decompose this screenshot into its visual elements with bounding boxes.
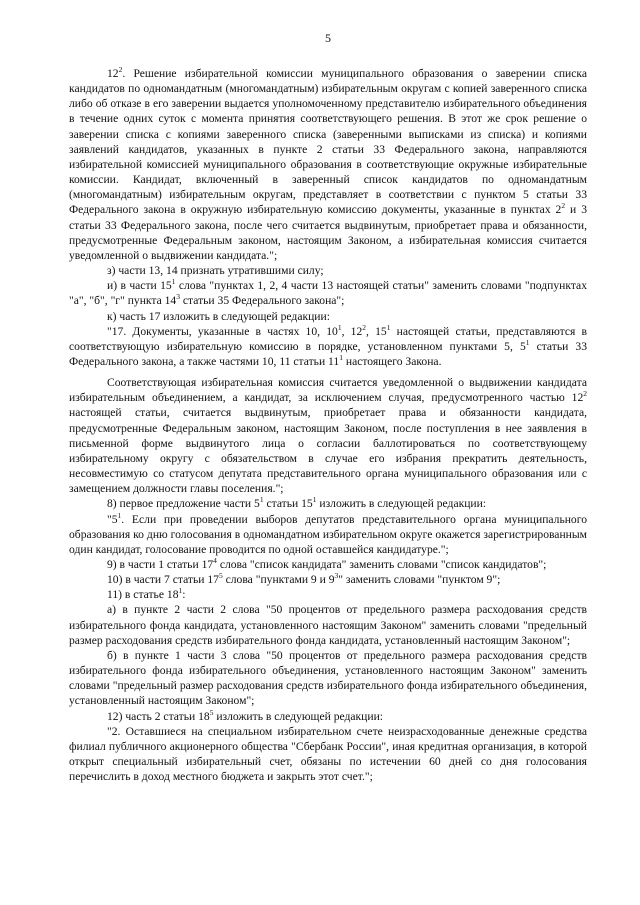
item-11: 11) в статье $18^1$: <box>107 586 186 602</box>
page-number: 5 <box>325 31 331 45</box>
part-17: "17. Документы, указанные в частях 10, $10^1$, $12^2$, $15^1$ настоящей статьи, представляются в соответствующую избирательную комиссию в порядке, установленном пунктами 5, $5^1$ статьи 33 Федерального закона, а также частями 10, 11 статьи $11^1$ настоящего Закона. <box>69 322 587 368</box>
item-8: 8) первое предложение части $5^1$ статьи $15^1$ изложить в следующей редакции: <box>107 495 487 511</box>
document-page <box>69 30 587 784</box>
paragraph-12-2: $12^2$. Решение избирательной комиссии муниципального образования о заверении списка кандидатов по одномандатным (многомандатным) избирательным округам с копией заверенного списка либо об отказе в его заверении выдается уполномоченному представителю избирательного объединения в течение одних суток с момента принятия соответствующего решения. В этот же срок решение о заверении списка с копиями заверенного списка (заверенными выписками из списка) и копиями заявлений кандидатов, указанных в пункте 2 статьи 33 Федерального закона, направляются избирательной комиссией муниципального образования в соответствующие окружные избирательные комиссии. Кандидат, включенный в заверенный список кандидатов по одномандатным (многомандатным) избирательным округам, представляет в соответствии с пунктом 5 статьи 33 Федерального закона в окружную избирательную комиссию документы, указанные в пунктах $2^2$ и 3 статьи 33 Федерального закона, после чего считается выдвинутым, приобретает права и обязанности, предусмотренные Федеральным законом, настоящим Законом, а избирательная комиссия считается уведомленной о выдвижении кандидата."; <box>69 65 587 262</box>
item-z: з) части 13, 14 признать утратившими силу; <box>107 264 324 278</box>
item-11-a: а) в пункте 2 части 2 слова "50 процентов от предельного размера расходования средств избирательного фонда кандидата, установленного настоящим Законом" заменить словами "предельный размер расходования средств избирательного фонда кандидата, установленный настоящим Законом"; <box>69 603 587 647</box>
item-k: к) часть 17 изложить в следующей редакции: <box>107 309 330 323</box>
item-9: 9) в части 1 статьи $17^4$ слова "список кандидата" заменить словами "список кандидатов"; <box>107 556 547 571</box>
item-i: и) в части $15^1$ слова "пунктах 1, 2, 4 части 13 настоящей статьи" заменить словами "подпунктах "а", "б", "г" пункта $14^3$ статьи 35 Федерального закона"; <box>69 277 587 308</box>
item-10: 10) в части 7 статьи $17^5$ слова "пунктами 9 и $9^3$" заменить словами "пунктом 9"; <box>107 571 501 587</box>
part-17-notice: Соответствующая избирательная комиссия считается уведомленной о выдвижении кандидата избирательным объединением, а кандидат, за исключением случая, предусмотренного частью $12^2$ настоящей статьи, считается выдвинутым, приобретает права и обязанности кандидата, предусмотренные Федеральным законом, настоящим Законом, после поступления в нее заявления в письменной форме выдвинутого лица о согласии баллотироваться по соответствующему избирательному округу с обязательством в случае его избрания прекратить деятельность, несовместимую со статусом депутата представительного органа муниципального образования или с замещением должности главы поселения."; <box>69 376 587 496</box>
part-2-text: "2. Оставшиеся на специальном избирательном счете неизрасходованные денежные средства филиал публичного акционерного общества "Сбербанк России", иная кредитная организация, в которой открыт специальный избирательный счет, обязаны по истечении 60 дней со дня голосования перечислить в доход местного бюджета и закрыть этот счет."; <box>69 724 587 784</box>
item-11-b: б) в пункте 1 части 3 слова "50 процентов от предельного размера расходования средств избирательного фонда избирательного объединения, установленного настоящим Законом" заменить словами "предельный размер расходования средств избирательного фонда избирательного объединения, установленный настоящим Законом"; <box>69 648 587 708</box>
item-12: 12) часть 2 статьи $18^5$ изложить в следующей редакции: <box>107 707 384 723</box>
part-5-1: "$5^1$. Если при проведении выборов депутатов представительного органа муниципального образования ко дню голосования в одномандатном избирательном округе окажется зарегистрированным один кандидат, голосование проводится по одной оставшейся кандидатуре."; <box>69 510 587 556</box>
